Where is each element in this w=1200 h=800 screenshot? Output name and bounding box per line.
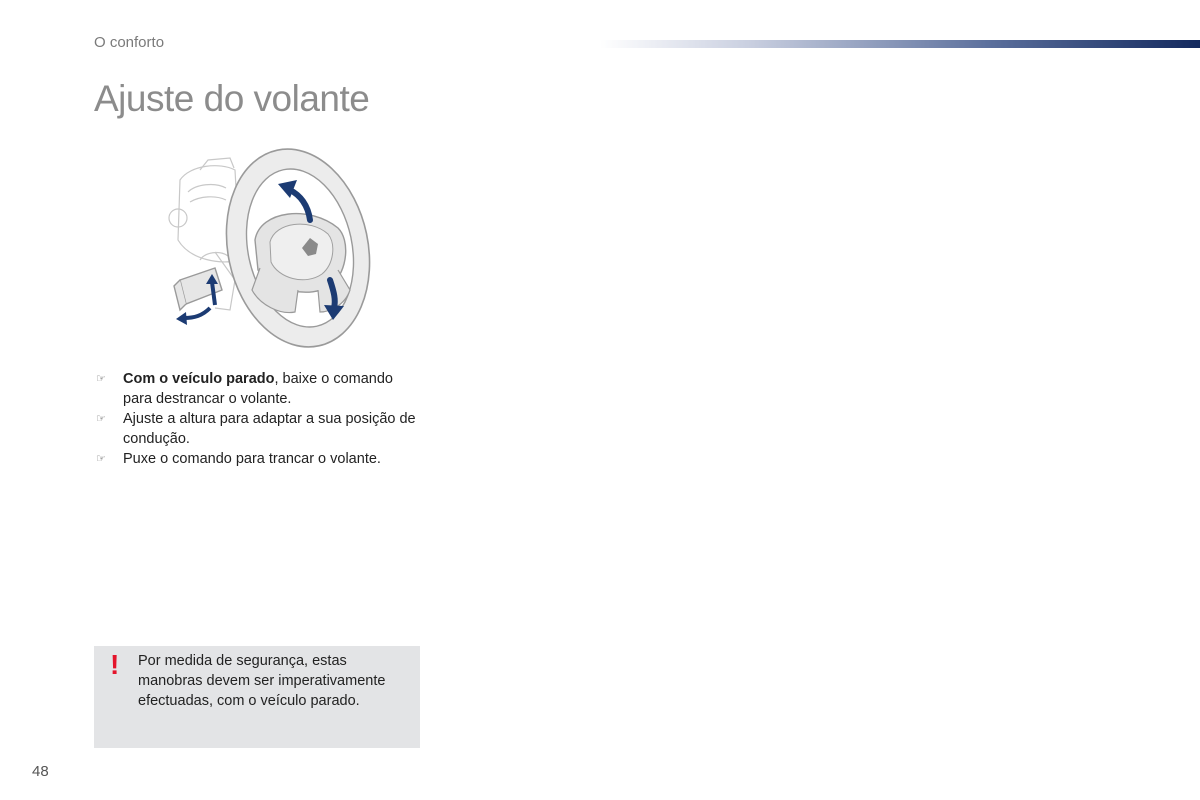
pointing-hand-icon: ☞ (96, 453, 106, 465)
instruction-list (94, 369, 424, 469)
page-title: Ajuste do volante (94, 78, 370, 119)
instruction-text: Ajuste a altura para adaptar a sua posição de condução. (123, 411, 416, 447)
steering-wheel-adjustment-icon (160, 140, 380, 355)
pointing-hand-icon: ☞ (96, 413, 106, 425)
warning-text: Por medida de segurança, estas manobras devem ser imperativamente efectuadas, com o veículo parado. (138, 653, 386, 709)
instruction-text: Puxe o comando para trancar o volante. (123, 451, 381, 467)
page-number: 48 (32, 763, 49, 780)
instruction-item (94, 409, 424, 449)
instruction-item (94, 449, 424, 469)
warning-exclamation-icon: ! (110, 649, 120, 680)
instruction-text: , baixe o comando para destrancar o volante. (123, 371, 393, 407)
safety-warning-box (94, 646, 420, 748)
section-label: O conforto (94, 34, 165, 51)
pointing-hand-icon: ☞ (96, 373, 106, 385)
instruction-emphasis: Com o veículo parado (123, 371, 275, 387)
instruction-item (94, 369, 424, 409)
header-accent-bar (600, 40, 1200, 48)
